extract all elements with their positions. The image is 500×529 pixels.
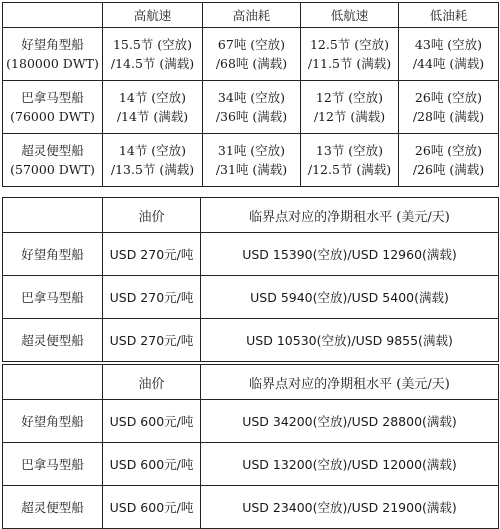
ship-name: 超灵便型船 bbox=[3, 486, 103, 529]
ship-cell bbox=[3, 28, 103, 81]
speed-consumption-table bbox=[2, 2, 499, 187]
laden-value: /28吨 (满载) bbox=[412, 109, 485, 124]
breakeven-rate: USD 5940(空放)/USD 5400(满载) bbox=[201, 276, 499, 319]
oil-price: USD 270元/吨 bbox=[103, 276, 201, 319]
header-high-consumption: 高油耗 bbox=[203, 3, 301, 28]
ballast-value: 14节 (空放) bbox=[118, 90, 187, 105]
laden-value: /14节 (满载) bbox=[116, 109, 189, 124]
header-blank bbox=[3, 365, 103, 400]
header-breakeven-rate: 临界点对应的净期租水平 (美元/天) bbox=[201, 198, 499, 233]
value-cell bbox=[103, 81, 203, 134]
oil-price: USD 270元/吨 bbox=[103, 233, 201, 276]
ship-name: 超灵便型船 bbox=[3, 319, 103, 362]
laden-value: /14.5节 (满载) bbox=[110, 56, 195, 71]
laden-value: /11.5节 (满载) bbox=[307, 56, 392, 71]
table-row bbox=[3, 443, 499, 486]
oil-price: USD 270元/吨 bbox=[103, 319, 201, 362]
value-cell bbox=[301, 134, 399, 187]
table-header-row bbox=[3, 3, 499, 28]
table-row bbox=[3, 233, 499, 276]
table-row bbox=[3, 276, 499, 319]
header-low-speed: 低航速 bbox=[301, 3, 399, 28]
ship-cell bbox=[3, 134, 103, 187]
laden-value: /12.5节 (满载) bbox=[307, 162, 392, 177]
header-blank bbox=[3, 3, 103, 28]
ship-name: 好望角型船 bbox=[3, 400, 103, 443]
price-table-600 bbox=[2, 364, 499, 529]
ship-name: 巴拿马型船 bbox=[21, 90, 84, 105]
oil-price: USD 600元/吨 bbox=[103, 400, 201, 443]
laden-value: /36吨 (满载) bbox=[215, 109, 288, 124]
header-low-consumption: 低油耗 bbox=[399, 3, 499, 28]
value-cell bbox=[103, 134, 203, 187]
laden-value: /31吨 (满载) bbox=[215, 162, 288, 177]
ship-dwt: (180000 DWT) bbox=[6, 56, 99, 71]
table-row bbox=[3, 28, 499, 81]
value-cell bbox=[203, 28, 301, 81]
header-oil-price: 油价 bbox=[103, 198, 201, 233]
ship-dwt: (76000 DWT) bbox=[10, 109, 95, 124]
table-row bbox=[3, 81, 499, 134]
breakeven-rate: USD 15390(空放)/USD 12960(满载) bbox=[201, 233, 499, 276]
breakeven-rate: USD 10530(空放)/USD 9855(满载) bbox=[201, 319, 499, 362]
value-cell bbox=[301, 28, 399, 81]
laden-value: /68吨 (满载) bbox=[215, 56, 288, 71]
table-header-row bbox=[3, 198, 499, 233]
ship-name: 巴拿马型船 bbox=[3, 443, 103, 486]
laden-value: /26吨 (满载) bbox=[412, 162, 485, 177]
ship-name: 巴拿马型船 bbox=[3, 276, 103, 319]
breakeven-rate: USD 13200(空放)/USD 12000(满载) bbox=[201, 443, 499, 486]
ballast-value: 14节 (空放) bbox=[118, 143, 187, 158]
header-high-speed: 高航速 bbox=[103, 3, 203, 28]
price-table-270 bbox=[2, 197, 499, 362]
breakeven-rate: USD 23400(空放)/USD 21900(满载) bbox=[201, 486, 499, 529]
ship-dwt: (57000 DWT) bbox=[10, 162, 95, 177]
ballast-value: 67吨 (空放) bbox=[217, 37, 286, 52]
header-breakeven-rate: 临界点对应的净期租水平 (美元/天) bbox=[201, 365, 499, 400]
value-cell bbox=[103, 28, 203, 81]
ballast-value: 43吨 (空放) bbox=[414, 37, 483, 52]
oil-price: USD 600元/吨 bbox=[103, 443, 201, 486]
breakeven-rate: USD 34200(空放)/USD 28800(满载) bbox=[201, 400, 499, 443]
table-row bbox=[3, 319, 499, 362]
laden-value: /13.5节 (满载) bbox=[110, 162, 195, 177]
value-cell bbox=[399, 134, 499, 187]
table-row bbox=[3, 134, 499, 187]
ship-name: 好望角型船 bbox=[3, 233, 103, 276]
ship-name: 好望角型船 bbox=[21, 37, 84, 52]
ballast-value: 13节 (空放) bbox=[315, 143, 384, 158]
value-cell bbox=[301, 81, 399, 134]
ballast-value: 12节 (空放) bbox=[315, 90, 384, 105]
ballast-value: 15.5节 (空放) bbox=[112, 37, 193, 52]
value-cell bbox=[203, 81, 301, 134]
value-cell bbox=[399, 28, 499, 81]
ballast-value: 34吨 (空放) bbox=[217, 90, 286, 105]
ballast-value: 12.5节 (空放) bbox=[309, 37, 390, 52]
laden-value: /12节 (满载) bbox=[313, 109, 386, 124]
ballast-value: 26吨 (空放) bbox=[414, 90, 483, 105]
ballast-value: 31吨 (空放) bbox=[217, 143, 286, 158]
table-header-row bbox=[3, 365, 499, 400]
table-row bbox=[3, 486, 499, 529]
header-oil-price: 油价 bbox=[103, 365, 201, 400]
value-cell bbox=[203, 134, 301, 187]
ballast-value: 26吨 (空放) bbox=[414, 143, 483, 158]
value-cell bbox=[399, 81, 499, 134]
ship-name: 超灵便型船 bbox=[21, 143, 84, 158]
ship-cell bbox=[3, 81, 103, 134]
table-row bbox=[3, 400, 499, 443]
oil-price: USD 600元/吨 bbox=[103, 486, 201, 529]
laden-value: /44吨 (满载) bbox=[412, 56, 485, 71]
header-blank bbox=[3, 198, 103, 233]
